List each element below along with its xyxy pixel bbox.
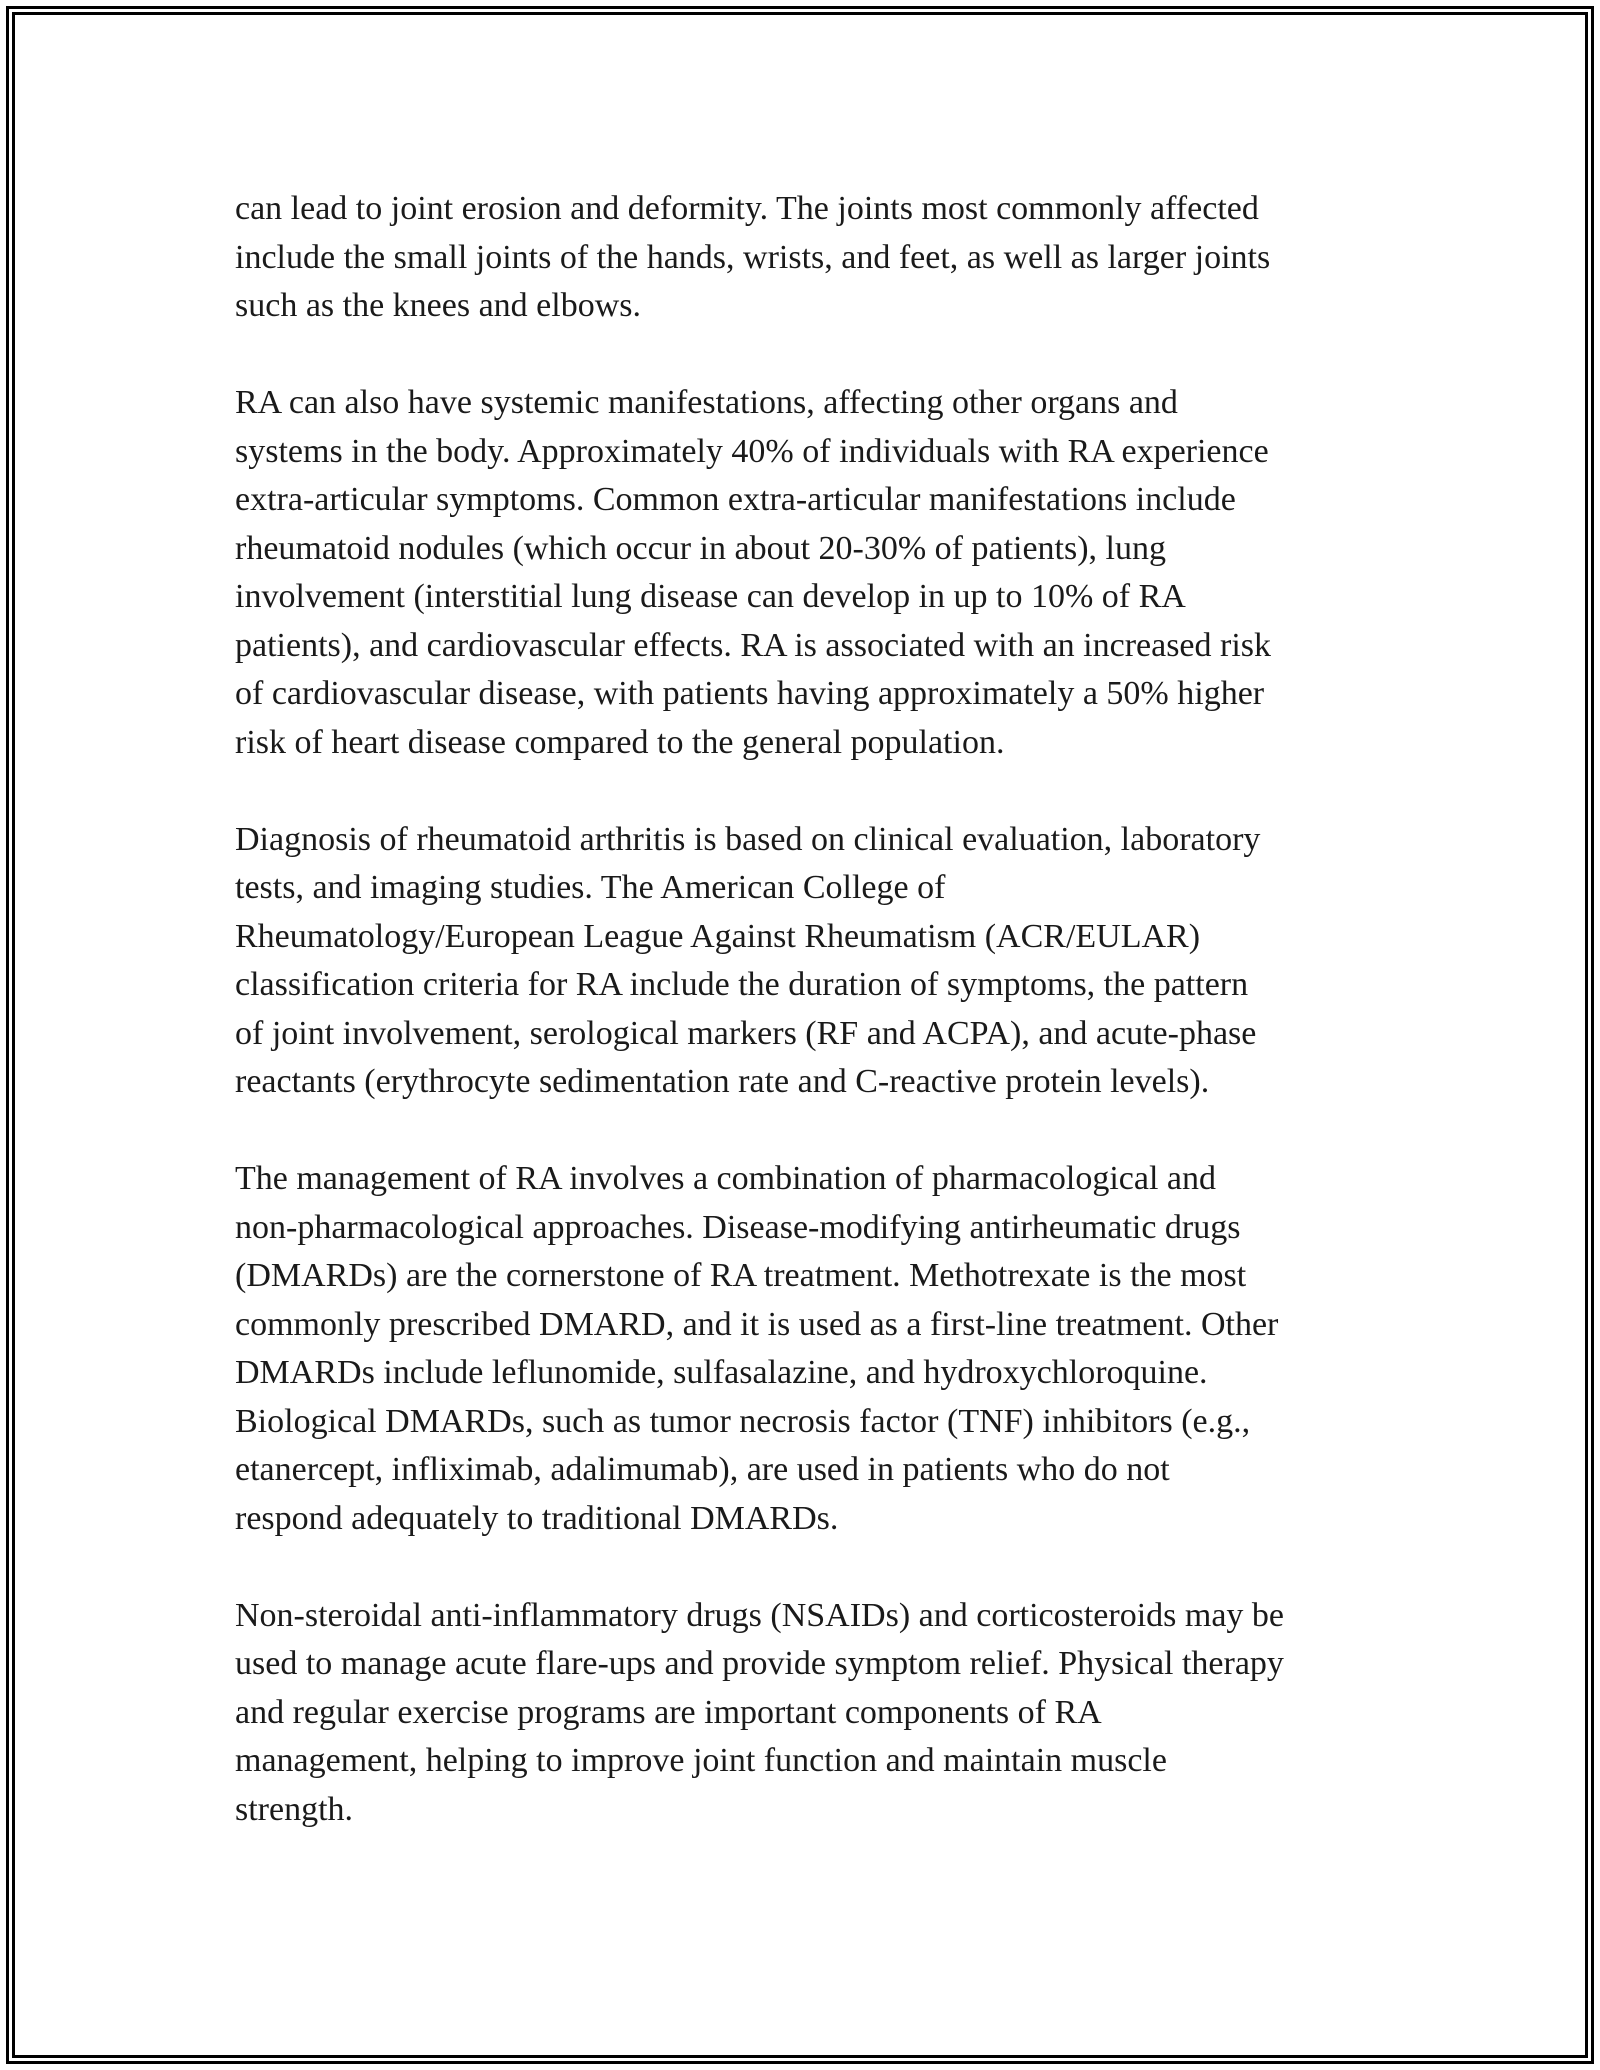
text-line: Biological DMARDs, such as tumor necrosis factor (TNF) inhibitors (e.g., xyxy=(235,1402,1251,1440)
text-line: management, helping to improve joint function and maintain muscle xyxy=(235,1742,1167,1779)
paragraph xyxy=(235,816,1375,1107)
text-line: respond adequately to traditional DMARDs. xyxy=(235,1499,839,1537)
text-line: Non-steroidal anti-inflammatory drugs (NSAIDs) and corticosteroids may be xyxy=(235,1596,1285,1634)
text-line: non-pharmacological approaches. Disease-modifying antirheumatic drugs xyxy=(235,1208,1241,1246)
text-line: Diagnosis of rheumatoid arthritis is based on clinical evaluation, laboratory xyxy=(235,820,1261,858)
paragraph xyxy=(235,185,1375,331)
text-line: risk of heart disease compared to the general population. xyxy=(235,723,1005,761)
text-line: DMARDs include leflunomide, sulfasalazine, and hydroxychloroquine. xyxy=(235,1354,1208,1391)
text-line: tests, and imaging studies. The American College of xyxy=(235,869,946,906)
text-line: commonly prescribed DMARD, and it is used as a first-line treatment. Other xyxy=(235,1305,1279,1343)
text-line: such as the knees and elbows. xyxy=(235,287,642,324)
text-line: involvement (interstitial lung disease can develop in up to 10% of RA xyxy=(235,578,1186,615)
text-line: and regular exercise programs are important components of RA xyxy=(235,1693,1102,1731)
text-line: rheumatoid nodules (which occur in about 20-30% of patients), lung xyxy=(235,529,1166,567)
text-line: (DMARDs) are the cornerstone of RA treatment. Methotrexate is the most xyxy=(235,1257,1247,1294)
paragraph xyxy=(235,1592,1375,1835)
text-line: extra-articular symptoms. Common extra-articular manifestations include xyxy=(235,481,1236,518)
text-line: of joint involvement, serological markers (RF and ACPA), and acute-phase xyxy=(235,1014,1257,1052)
text-line: include the small joints of the hands, wrists, and feet, as well as larger joints xyxy=(235,238,1271,276)
text-line: RA can also have systemic manifestations, affecting other organs and xyxy=(235,384,1178,421)
text-line: Rheumatology/European League Against Rheumatism (ACR/EULAR) xyxy=(235,917,1201,955)
document-body xyxy=(235,185,1375,1883)
text-line: reactants (erythrocyte sedimentation rate and C-reactive protein levels). xyxy=(235,1063,1210,1100)
text-line: can lead to joint erosion and deformity. The joints most commonly affected xyxy=(235,190,1259,227)
paragraph xyxy=(235,1155,1375,1543)
text-line: etanercept, infliximab, adalimumab), are used in patients who do not xyxy=(235,1451,1170,1488)
text-line: systems in the body. Approximately 40% of individuals with RA experience xyxy=(235,432,1269,470)
paragraph xyxy=(235,379,1375,767)
text-line: classification criteria for RA include the duration of symptoms, the pattern xyxy=(235,966,1249,1003)
text-line: of cardiovascular disease, with patients having approximately a 50% higher xyxy=(235,675,1265,712)
text-line: used to manage acute flare-ups and provide symptom relief. Physical therapy xyxy=(235,1645,1284,1682)
text-line: strength. xyxy=(235,1790,354,1828)
text-line: patients), and cardiovascular effects. RA is associated with an increased risk xyxy=(235,626,1272,664)
text-line: The management of RA involves a combination of pharmacological and xyxy=(235,1160,1216,1197)
